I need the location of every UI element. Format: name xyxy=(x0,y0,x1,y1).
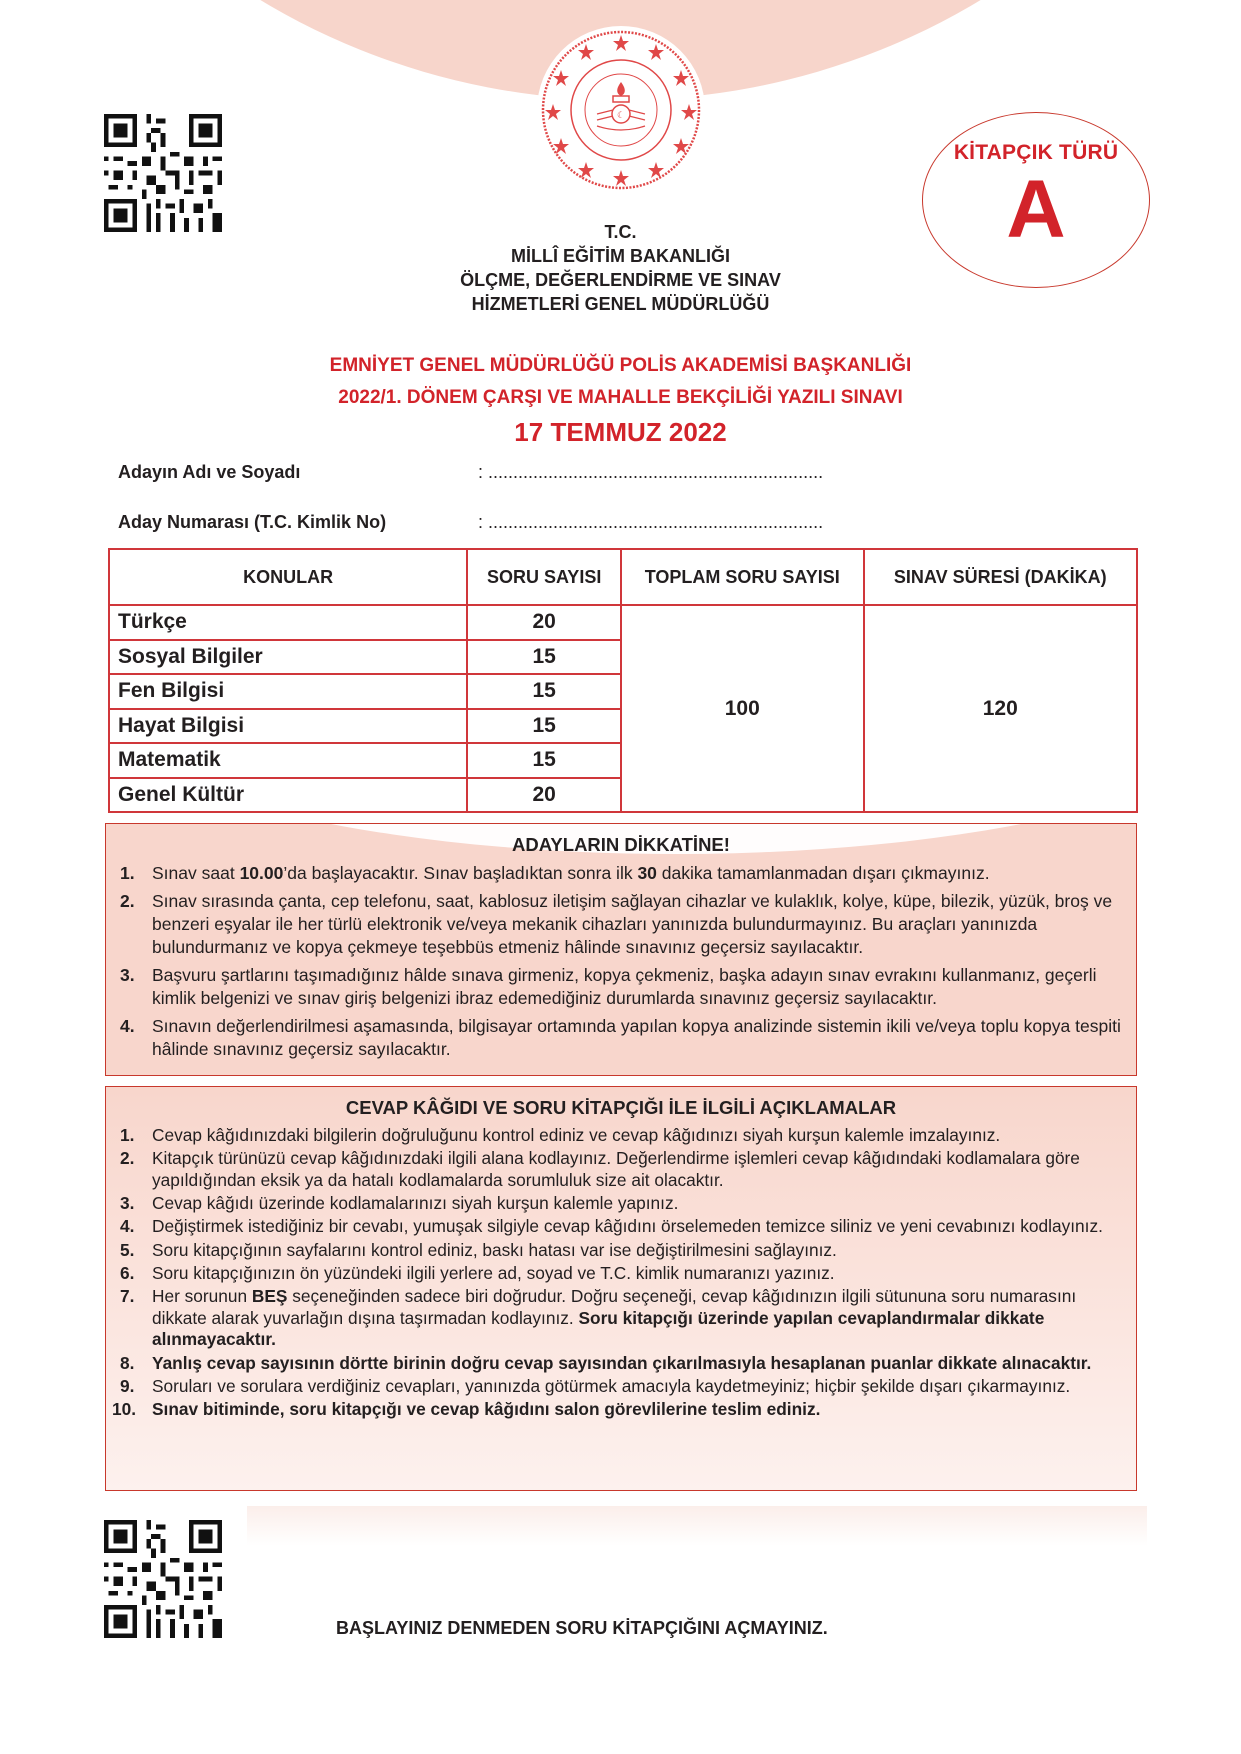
column-header: KONULAR xyxy=(109,549,467,605)
item-number: 8. xyxy=(120,1352,135,1373)
subject-name: Türkçe xyxy=(109,605,467,640)
subject-name: Sosyal Bilgiler xyxy=(109,640,467,675)
qr-code-icon xyxy=(104,1520,222,1638)
list-item xyxy=(120,890,1124,959)
table-row xyxy=(109,605,1137,640)
question-count: 20 xyxy=(467,778,621,813)
item-number: 9. xyxy=(120,1375,135,1396)
list-item xyxy=(120,1216,1124,1238)
qr-code-icon xyxy=(104,114,222,232)
item-text: Soruları ve sorulara verdiğiniz cevapları, yanınızda götürmek amacıyla kaydetmeyiniz; hiçbir şekilde dışarı çıkarmayınız. xyxy=(152,1375,1071,1396)
item-text: Sınavın değerlendirilmesi aşamasında, bilgisayar ortamında yapılan kopya analizinde sistemin ikili ve/veya toplu kopya tespiti hâlinde sınavınız geçersiz sayılacaktır. xyxy=(152,1016,1121,1059)
item-text: Başvuru şartlarını taşımadığınız hâlde sınava girmeniz, kopya çekmeniz, başka adayın sınav evrakını kullanmanız, geçerli kimlik belgenizi ve sınav giriş belgenizi ibraz edemediğiniz durumlarda sınavınız geçersiz sayılacaktır. xyxy=(152,965,1097,1008)
item-number: 2. xyxy=(120,1148,135,1169)
item-number: 6. xyxy=(120,1262,135,1283)
total-questions: 100 xyxy=(621,605,864,812)
booklet-type-label: KİTAPÇIK TÜRÜ xyxy=(953,141,1119,164)
ministry-logo-icon xyxy=(541,30,701,190)
item-text: Değiştirmek istediğiniz bir cevabı, yumuşak silgiyle cevap kâğıdını örselemeden temizce siliniz ve yeni cevabınızı kodlayınız. xyxy=(152,1216,1103,1237)
attention-box xyxy=(105,823,1137,1076)
answer-sheet-title: CEVAP KÂĞIDI VE SORU KİTAPÇIĞI İLE İLGİLİ AÇIKLAMALAR xyxy=(345,1097,897,1118)
exam-institution: EMNİYET GENEL MÜDÜRLÜĞÜ POLİS AKADEMİSİ BAŞKANLIĞI xyxy=(329,355,912,376)
organization-heading xyxy=(0,220,1241,316)
question-count: 15 xyxy=(467,640,621,675)
attention-list xyxy=(106,862,1136,1061)
list-item xyxy=(112,1398,1124,1421)
item-number: 1. xyxy=(120,863,135,883)
field-blank[interactable]: : ................................................................... xyxy=(478,462,824,482)
item-text: Yanlış cevap sayısının dörtte birinin doğru cevap sayısından çıkarılmasıyla hesaplanan puanlar dikkate alınacaktır. xyxy=(152,1352,1092,1373)
question-count: 20 xyxy=(467,605,621,640)
field-label: Adayın Adı ve Soyadı xyxy=(118,462,301,482)
item-text: dakika tamamlanmadan dışarı çıkmayınız. xyxy=(656,863,990,883)
field-label: Aday Numarası (T.C. Kimlik No) xyxy=(118,512,387,532)
item-text: Soru kitapçığının sayfalarını kontrol ediniz, baskı hatası var ise değiştirilmesini sağlayınız. xyxy=(152,1239,837,1260)
list-item xyxy=(120,1125,1124,1147)
item-text: Soru kitapçığı üzerinde yapılan cevaplandırmalar dikkate alınmayacaktır. xyxy=(152,1307,1045,1350)
item-number: 3. xyxy=(120,1193,135,1214)
item-text: Kitapçık türünüzü cevap kâğıdınızdaki ilgili alana kodlayınız. Değerlendirme işlemleri cevap kâğıdındaki kodlamalara göre yapıldığından eksik ya da hatalı kodlamalarda sorumluluk size ait olacaktır. xyxy=(152,1148,1080,1190)
item-text: Sınav saat xyxy=(152,863,240,883)
item-text: BEŞ xyxy=(251,1285,288,1306)
list-item xyxy=(120,862,1124,885)
column-header: SORU SAYISI xyxy=(467,549,621,605)
item-text: Sınav bitiminde, soru kitapçığı ve cevap kâğıdını salon görevlilerine teslim ediniz. xyxy=(152,1398,821,1419)
answer-sheet-list xyxy=(106,1125,1136,1421)
list-item xyxy=(120,1240,1124,1262)
item-number: 4. xyxy=(120,1016,135,1036)
exam-name: 2022/1. DÖNEM ÇARŞI VE MAHALLE BEKÇİLİĞİ YAZILI SINAVI xyxy=(338,387,903,408)
subject-name: Hayat Bilgisi xyxy=(109,709,467,744)
item-number: 7. xyxy=(120,1285,135,1306)
column-header: SINAV SÜRESİ (DAKİKA) xyxy=(864,549,1137,605)
subject-name: Fen Bilgisi xyxy=(109,674,467,709)
list-item xyxy=(120,1015,1124,1061)
org-line: ÖLÇME, DEĞERLENDİRME VE SINAV xyxy=(460,270,781,290)
candidate-id-field[interactable] xyxy=(118,512,823,533)
exam-date: 17 TEMMUZ 2022 xyxy=(514,417,727,447)
exam-title xyxy=(0,350,1241,450)
list-item xyxy=(120,964,1124,1010)
item-number: 5. xyxy=(120,1239,135,1260)
footer-warning: BAŞLAYINIZ DENMEDEN SORU KİTAPÇIĞINI AÇMAYINIZ. xyxy=(336,1618,828,1638)
list-item xyxy=(120,1286,1124,1351)
booklet-type-value: A xyxy=(1006,164,1066,255)
exam-duration: 120 xyxy=(864,605,1137,812)
org-line: T.C. xyxy=(604,222,637,242)
table-header-row xyxy=(109,549,1137,605)
column-header: TOPLAM SORU SAYISI xyxy=(621,549,864,605)
item-number: 2. xyxy=(120,891,135,911)
attention-title: ADAYLARIN DİKKATİNE! xyxy=(512,834,730,855)
subject-name: Matematik xyxy=(109,743,467,778)
item-text: Cevap kâğıdınızdaki bilgilerin doğruluğunu kontrol ediniz ve cevap kâğıdınızı siyah kurşun kalemle imzalayınız. xyxy=(152,1125,1001,1145)
item-text: ’da başlayacaktır. Sınav başladıktan sonra ilk xyxy=(283,863,638,883)
list-item xyxy=(120,1193,1124,1215)
item-text: seçeneğinden sadece biri doğrudur. Doğru seçeneği, cevap kâğıdınızın ilgili sütununa soru numarasını dikkate alarak yuvarlağın dışına taşırmadan kodlayınız. xyxy=(152,1285,1077,1328)
subject-name: Genel Kültür xyxy=(109,778,467,813)
ministry-seal xyxy=(537,26,705,194)
footer-band xyxy=(247,1506,1147,1546)
item-number: 10. xyxy=(112,1398,137,1419)
item-text: Sınav sırasında çanta, cep telefonu, saat, kablosuz iletişim sağlayan cihazlar ve kulaklık, kolye, küpe, bilezik, yüzük, broş ve benzeri eşyalar ile her türlü elektronik ve/veya mekanik cihazları yanınızda bulundurmayınız. Bu araçları yanınızda bulundurmanız ve kopya çekmeye teşebbüs etmeniz hâlinde sınavınız geçersiz sayılacaktır. xyxy=(152,891,1113,957)
item-number: 1. xyxy=(120,1125,135,1145)
item-text: 30 xyxy=(637,863,657,883)
answer-sheet-instructions-box xyxy=(105,1086,1137,1491)
svg-text:☾: ☾ xyxy=(616,110,626,120)
list-item xyxy=(120,1148,1124,1191)
field-blank[interactable]: : ................................................................... xyxy=(478,512,824,532)
candidate-name-field[interactable] xyxy=(118,462,823,483)
item-number: 4. xyxy=(120,1216,135,1237)
list-item xyxy=(120,1353,1124,1375)
question-count: 15 xyxy=(467,674,621,709)
item-text: Cevap kâğıdı üzerinde kodlamalarınızı siyah kurşun kalemle yapınız. xyxy=(152,1193,679,1214)
question-count: 15 xyxy=(467,709,621,744)
list-item xyxy=(120,1263,1124,1285)
item-text: Soru kitapçığınızın ön yüzündeki ilgili yerlere ad, soyad ve T.C. kimlik numaranızı yazınız. xyxy=(152,1262,835,1283)
item-text: 10.00 xyxy=(239,863,284,883)
org-line: MİLLÎ EĞİTİM BAKANLIĞI xyxy=(511,246,730,266)
list-item xyxy=(120,1376,1124,1398)
item-text: Her sorunun xyxy=(152,1285,252,1306)
subjects-table xyxy=(108,548,1138,813)
org-line: HİZMETLERİ GENEL MÜDÜRLÜĞÜ xyxy=(471,294,770,314)
question-count: 15 xyxy=(467,743,621,778)
item-number: 3. xyxy=(120,965,135,985)
